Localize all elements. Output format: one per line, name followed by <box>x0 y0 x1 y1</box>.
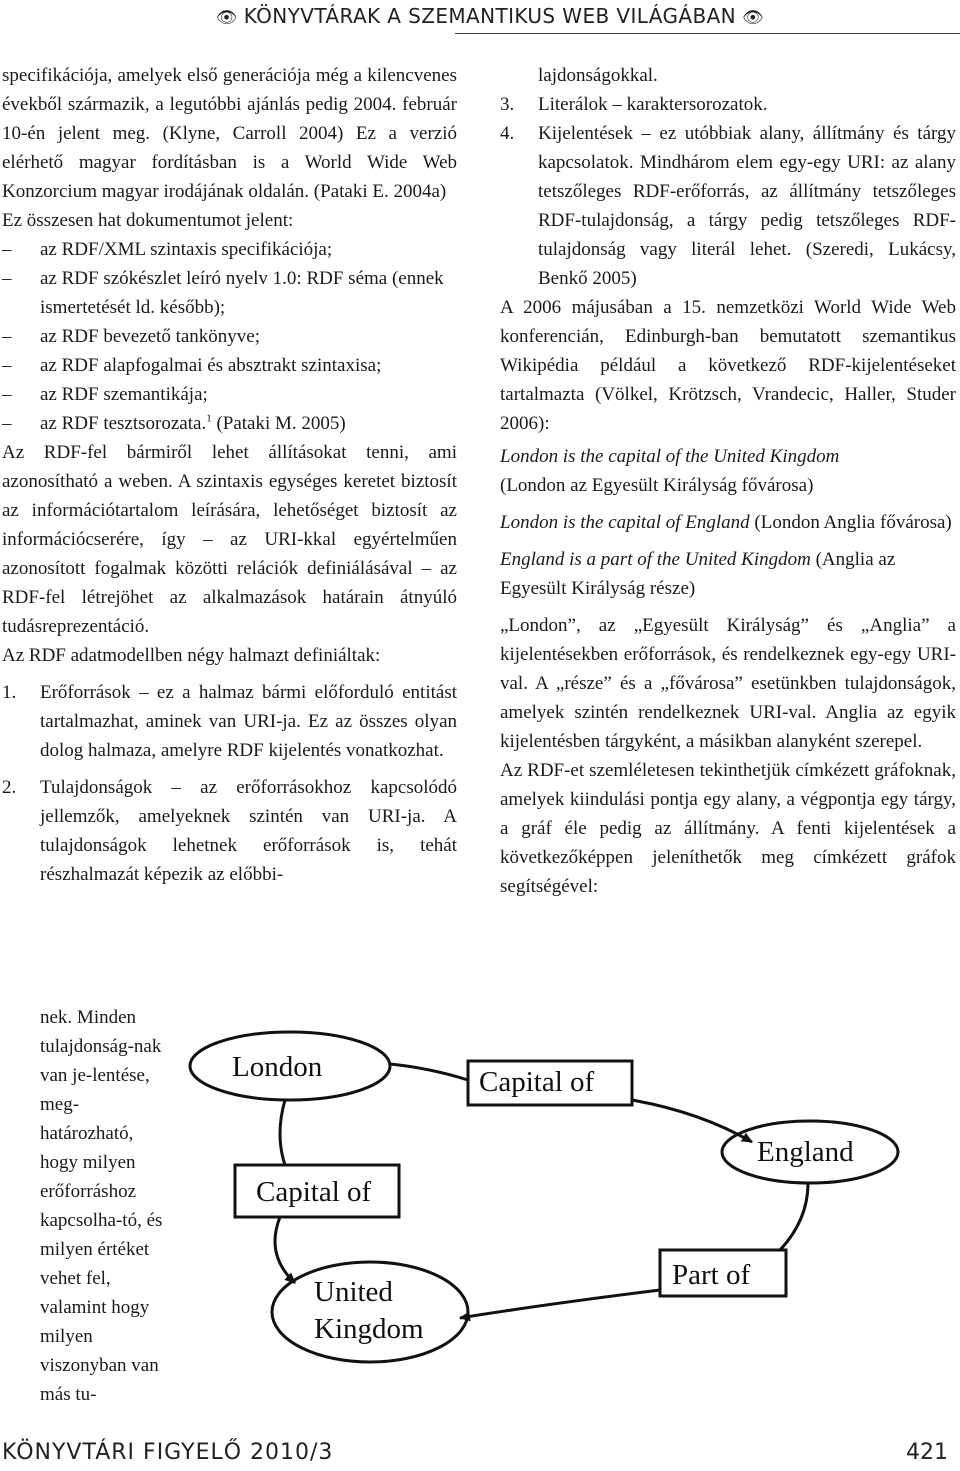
item-text: Erőforrások – ez a halmaz bármi előforduló entitást tartalmazhat, aminek van URI-ja. Ez az összes olyan dolog halmaza, amelyre RDF kijelentés vonatkozhat. <box>40 682 457 761</box>
paragraph: A 2006 májusában a 15. nemzetközi World Wide Web konferencián, Edinburgh-ban bemutatott szemantikus Wikipédia például a következő RDF-kijelentéseket tartalmazta (Völkel, Krötzsch, Vrandecic, Haller, Studer 2006): <box>500 297 956 434</box>
list-item: – az RDF bevezető tankönyve; <box>2 322 457 351</box>
node-england: England <box>757 1136 854 1168</box>
edge-capital2-uk <box>275 1217 295 1283</box>
example-statement: London is the capital of the United Kingdom <box>500 446 840 467</box>
paragraph: Az RDF adatmodellben négy halmazt definiáltak: <box>2 645 381 666</box>
eye-icon: 👁 <box>215 8 238 28</box>
node-uk-line1: United <box>314 1276 393 1308</box>
item-text: Literálok – karaktersorozatok. <box>538 94 768 115</box>
edge-label-part-of: Part of <box>672 1259 751 1291</box>
edge-label-capital-1: Capital of <box>479 1066 595 1098</box>
edge-part-uk <box>460 1290 660 1318</box>
item-number: 1. <box>2 682 17 703</box>
item-number: 2. <box>2 777 17 798</box>
footnote-mark: 1 <box>206 412 212 425</box>
list-item: – az RDF/XML szintaxis specifikációja; <box>2 235 457 264</box>
edge-london-capital2 <box>280 1100 285 1165</box>
list-item: – az RDF alapfogalmai és absztrakt szintaxisa; <box>2 351 457 380</box>
paragraph: Ez összesen hat dokumentumot jelent: <box>2 210 294 231</box>
paragraph: Az RDF-fel bármiről lehet állításokat tenni, ami azonosítható a weben. A szintaxis egységes keretet biztosít az információtartalom leírására, lehetőséget biztosít az információcserére, így – az URI-kkal egyértelműen azonosított fogalmak közötti relációk definiálásával – az RDF-fel létrejöhet az alkalmazások határain átnyúló tudásreprezentáció. <box>2 442 457 637</box>
edge-london-capital <box>390 1064 468 1080</box>
header-title-text: KÖNYVTÁRAK A SZEMANTIKUS WEB VILÁGÁBAN <box>243 4 737 28</box>
list-item-text: az RDF tesztsorozata. <box>40 413 207 434</box>
paragraph: lajdonságokkal. <box>538 65 658 86</box>
example-translation: (London Anglia fővárosa) <box>749 512 952 533</box>
paragraph: Az RDF-et szemléletesen tekinthetjük címkézett gráfoknak, amelyek kiindulási pontja egy alany, a végpontja egy tárgy, a gráf éle pedig az állítmány. A fenti kijelentések a következőképpen jeleníthetők meg címkézett gráfok segítségével: <box>500 760 956 897</box>
example-translation: (Anglia az Egyesült Királyság része) <box>500 549 896 599</box>
node-london: London <box>232 1051 323 1083</box>
edge-england-part <box>780 1183 808 1250</box>
eye-icon: 👁 <box>742 8 764 28</box>
list-item: – az RDF szókészlet leíró nyelv 1.0: RDF séma (ennek ismertetését ld. később); <box>2 264 457 322</box>
page-number: 421 <box>906 1440 948 1465</box>
item-number: 4. <box>500 123 515 144</box>
item-number: 3. <box>500 94 515 115</box>
example-statement: England is a part of the United Kingdom <box>500 549 811 570</box>
node-uk-line2: Kingdom <box>314 1313 424 1345</box>
paragraph: nek. Minden tulajdonság-nak van je-lentése, meg-határozható, hogy milyen erőforráshoz kapcsolha-tó, és milyen értéket vehet fel, valamint hogy milyen viszonyban van más tu- <box>40 1007 163 1405</box>
item-text: Tulajdonságok – az erőforrásokhoz kapcsolódó jellemzők, amelyeknek szintén van URI-ja. A tulajdonságok lehetnek erőforrások is, tehát részhalmazát képezik az előbbi- <box>40 777 457 885</box>
paragraph: specifikációja, amelyek első generációja még a kilencvenes évekből származik, a legutóbbi ajánlás pedig 2004. február 10-én jelent meg. (Klyne, Carroll 2004) Ez a verzió elérhető magyar fordításban is a World Wide Web Konzorcium magyar irodájának oldalán. (Pataki E. 2004a) <box>2 65 457 202</box>
footer-journal: KÖNYVTÁRI FIGYELŐ 2010/3 <box>2 1440 334 1465</box>
list-item: – az RDF szemantikája; <box>2 380 457 409</box>
paragraph: „London”, az „Egyesült Királyság” és „Anglia” a kijelentésekben erőforrások, és rendelkeznek egy-egy URI-val. A „része” és a „fővárosa” esetünkben tulajdonságok, amelyek szintén rendelkeznek URI-val. Anglia az egyik kijelentésben tárgyként, a másikban alanyként szerepel. <box>500 615 956 752</box>
edge-label-capital-2: Capital of <box>256 1176 372 1208</box>
citation: (Pataki M. 2005) <box>211 413 346 434</box>
example-statement: London is the capital of England <box>500 512 750 533</box>
example-translation: (London az Egyesült Királyság fővárosa) <box>500 475 814 496</box>
item-text: Kijelentések – ez utóbbiak alany, állítmány és tárgy kapcsolatok. Mindhárom elem egy-egy URI: az alany tetszőleges RDF-erőforrás, az állítmány tetszőleges RDF-tulajdonság, a tárgy pedig tetszőleges RDF-tulajdonság vagy literál lehet. (Szeredi, Lukácsy, Benkő 2005) <box>538 123 956 289</box>
